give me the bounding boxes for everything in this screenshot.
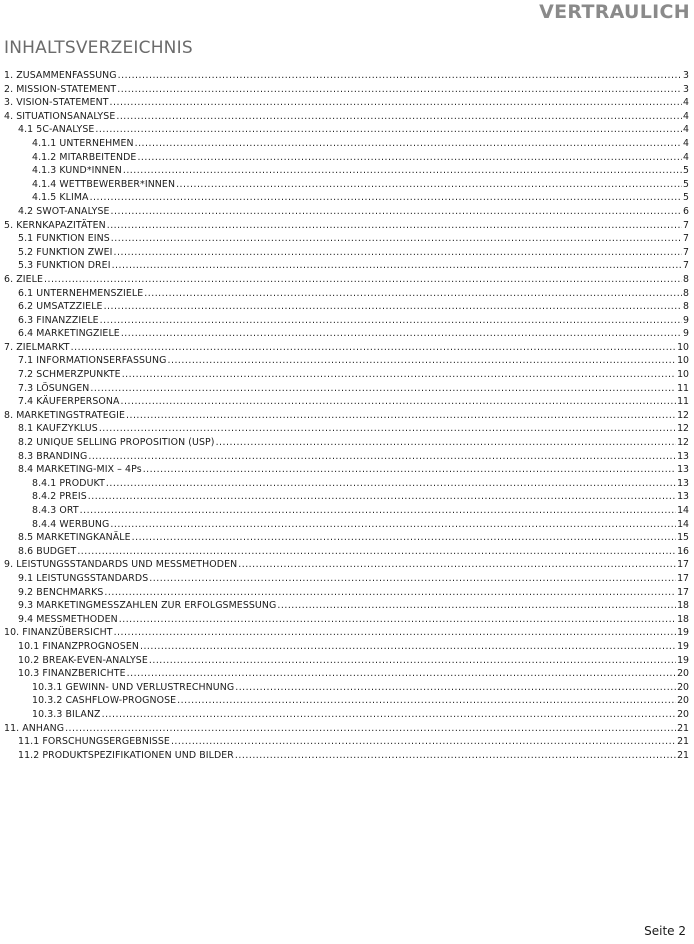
toc-entry-page: 11 <box>677 382 689 394</box>
toc-entry[interactable] <box>4 246 689 260</box>
toc-entry-label: 10.1 FINANZPROGNOSEN <box>18 640 139 652</box>
toc-entry[interactable] <box>4 137 689 151</box>
toc-dot-leader <box>110 518 676 532</box>
toc-entry-page: 7 <box>683 219 689 231</box>
toc-entry[interactable] <box>4 640 689 654</box>
toc-dot-leader <box>140 640 676 654</box>
toc-dot-leader <box>121 327 682 341</box>
table-of-contents <box>4 69 689 762</box>
toc-entry-page: 4 <box>683 97 689 109</box>
toc-entry-label: 8. MARKETINGSTRATEGIE <box>4 409 125 421</box>
toc-entry-label: 4.1.3 KUND*INNEN <box>32 165 122 177</box>
toc-dot-leader <box>126 409 676 423</box>
toc-dot-leader <box>123 164 682 178</box>
toc-entry-label: 8.4.1 PRODUKT <box>32 477 105 489</box>
toc-entry-page: 6 <box>683 205 689 217</box>
toc-entry-label: 10.3.1 GEWINN- UND VERLUSTRECHNUNG <box>32 681 235 693</box>
toc-entry-page: 4 <box>683 110 689 122</box>
toc-dot-leader <box>111 232 682 246</box>
toc-entry[interactable] <box>4 450 689 464</box>
toc-entry-label: 4.1 5C-ANALYSE <box>18 124 95 136</box>
toc-entry-page: 12 <box>677 437 689 449</box>
toc-entry-label: 8.4.2 PREIS <box>32 491 87 503</box>
toc-entry-page: 3 <box>683 83 689 95</box>
toc-dot-leader <box>122 368 676 382</box>
toc-entry-page: 17 <box>677 572 689 584</box>
toc-dot-leader <box>110 96 683 110</box>
toc-dot-leader <box>135 137 682 151</box>
toc-entry[interactable] <box>4 110 689 124</box>
toc-entry-page: 9 <box>683 328 689 340</box>
toc-entry-page: 19 <box>677 627 689 639</box>
toc-entry-page: 4 <box>683 124 689 136</box>
toc-entry[interactable] <box>4 354 689 368</box>
toc-entry-label: 2. MISSION-STATEMENT <box>4 83 117 95</box>
toc-entry[interactable] <box>4 558 689 572</box>
toc-dot-leader <box>167 354 676 368</box>
toc-entry-label: 7.1 INFORMATIONSERFASSUNG <box>18 355 167 367</box>
toc-entry[interactable] <box>4 545 689 559</box>
toc-dot-leader <box>132 531 676 545</box>
toc-entry-page: 5 <box>683 178 689 190</box>
toc-entry-page: 7 <box>683 233 689 245</box>
toc-entry[interactable] <box>4 314 689 328</box>
toc-dot-leader <box>90 382 676 396</box>
toc-entry-label: 9. LEISTUNGSSTANDARDS UND MESSMETHODEN <box>4 559 238 571</box>
toc-dot-leader <box>65 722 676 736</box>
toc-entry-page: 20 <box>677 668 689 680</box>
toc-entry[interactable] <box>4 69 689 83</box>
toc-entry[interactable] <box>4 368 689 382</box>
toc-entry-label: 9.2 BENCHMARKS <box>18 586 104 598</box>
toc-dot-leader <box>137 151 682 165</box>
toc-entry[interactable] <box>4 409 689 423</box>
toc-entry-page: 12 <box>677 409 689 421</box>
toc-entry[interactable] <box>4 219 689 233</box>
toc-entry[interactable] <box>4 382 689 396</box>
toc-entry[interactable] <box>4 667 689 681</box>
toc-entry[interactable] <box>4 749 689 763</box>
toc-entry-label: 8.4.4 WERBUNG <box>32 518 110 530</box>
toc-entry-page: 20 <box>677 681 689 693</box>
toc-entry[interactable] <box>4 232 689 246</box>
toc-entry-label: 5. KERNKAPAZITÄTEN <box>4 219 106 231</box>
toc-entry-page: 7 <box>683 260 689 272</box>
toc-entry-page: 17 <box>677 559 689 571</box>
toc-entry[interactable] <box>4 151 689 165</box>
toc-dot-leader <box>107 219 682 233</box>
toc-entry-label: 9.4 MESSMETHODEN <box>18 613 118 625</box>
toc-dot-leader <box>143 463 676 477</box>
toc-entry-page: 4 <box>683 137 689 149</box>
toc-dot-leader <box>116 110 682 124</box>
confidential-label: VERTRAULICH <box>539 1 690 23</box>
toc-entry-label: 4.1.2 MITARBEITENDE <box>32 151 137 163</box>
toc-entry-page: 13 <box>677 477 689 489</box>
toc-dot-leader <box>111 205 682 219</box>
toc-dot-leader <box>104 300 682 314</box>
toc-dot-leader <box>171 735 676 749</box>
toc-entry-page: 16 <box>677 545 689 557</box>
toc-entry-page: 8 <box>683 301 689 313</box>
toc-entry-label: 11.2 PRODUKTSPEZIFIKATIONEN UND BILDER <box>18 749 234 761</box>
toc-entry[interactable] <box>4 531 689 545</box>
toc-dot-leader <box>44 273 682 287</box>
toc-entry-label: 5.3 FUNKTION DREI <box>18 260 111 272</box>
toc-entry[interactable] <box>4 477 689 491</box>
toc-entry-page: 4 <box>683 151 689 163</box>
toc-entry[interactable] <box>4 287 689 301</box>
toc-entry-label: 4.1.4 WETTBEWERBER*INNEN <box>32 178 176 190</box>
page-number: Seite 2 <box>644 924 686 938</box>
toc-entry-label: 4.2 SWOT-ANALYSE <box>18 205 110 217</box>
toc-entry-page: 3 <box>683 70 689 81</box>
toc-dot-leader <box>235 749 676 763</box>
toc-entry-label: 10.2 BREAK-EVEN-ANALYSE <box>18 654 148 666</box>
toc-entry[interactable] <box>4 572 689 586</box>
toc-entry[interactable] <box>4 463 689 477</box>
toc-entry-page: 12 <box>677 423 689 435</box>
toc-dot-leader <box>127 667 676 681</box>
toc-entry[interactable] <box>4 586 689 600</box>
toc-entry[interactable] <box>4 654 689 668</box>
toc-dot-leader <box>102 708 676 722</box>
toc-dot-leader <box>119 613 676 627</box>
toc-entry[interactable] <box>4 436 689 450</box>
toc-entry-page: 11 <box>677 396 689 408</box>
toc-entry[interactable] <box>4 708 689 722</box>
toc-entry[interactable] <box>4 395 689 409</box>
toc-entry[interactable] <box>4 681 689 695</box>
toc-entry-page: 10 <box>677 355 689 367</box>
toc-entry-label: 6.4 MARKETINGZIELE <box>18 328 120 340</box>
toc-dot-leader <box>104 586 676 600</box>
toc-entry[interactable] <box>4 178 689 192</box>
toc-entry-label: 10. FINANZÜBERSICHT <box>4 627 113 639</box>
toc-dot-leader <box>77 545 676 559</box>
toc-dot-leader <box>117 83 682 97</box>
toc-dot-leader <box>106 477 676 491</box>
toc-entry[interactable] <box>4 327 689 341</box>
toc-dot-leader <box>144 287 682 301</box>
toc-entry-label: 10.3 FINANZBERICHTE <box>18 668 126 680</box>
toc-entry-label: 8.2 UNIQUE SELLING PROPOSITION (USP) <box>18 437 215 449</box>
toc-entry-page: 21 <box>677 722 689 734</box>
toc-entry-page: 13 <box>677 491 689 503</box>
toc-entry[interactable] <box>4 626 689 640</box>
toc-entry[interactable] <box>4 96 689 110</box>
toc-entry-label: 11.1 FORSCHUNGSERGEBNISSE <box>18 736 170 748</box>
toc-title: INHALTSVERZEICHNIS <box>4 38 193 58</box>
toc-entry-page: 13 <box>677 464 689 476</box>
toc-dot-leader <box>112 259 682 273</box>
toc-dot-leader <box>235 681 676 695</box>
toc-entry[interactable] <box>4 490 689 504</box>
toc-entry-label: 9.1 LEISTUNGSSTANDARDS <box>18 572 149 584</box>
toc-entry-page: 21 <box>677 736 689 748</box>
toc-dot-leader <box>71 341 676 355</box>
toc-entry-label: 9.3 MARKETINGMESSZAHLEN ZUR ERFOLGSMESSUNG <box>18 600 277 612</box>
toc-entry[interactable] <box>4 722 689 736</box>
toc-entry-label: 7.3 LÖSUNGEN <box>18 382 90 394</box>
toc-dot-leader <box>88 490 676 504</box>
toc-entry-label: 8.5 MARKETINGKANÄLE <box>18 532 131 544</box>
toc-entry[interactable] <box>4 504 689 518</box>
toc-entry-page: 15 <box>677 532 689 544</box>
toc-entry-page: 9 <box>683 314 689 326</box>
toc-entry-page: 14 <box>677 505 689 516</box>
toc-entry-page: 19 <box>677 654 689 666</box>
toc-entry-label: 1. ZUSAMMENFASSUNG <box>4 70 117 81</box>
toc-dot-leader <box>277 599 676 613</box>
toc-entry-page: 20 <box>677 708 689 720</box>
toc-entry-label: 10.3.3 BILANZ <box>32 708 101 720</box>
toc-entry-page: 17 <box>677 586 689 598</box>
toc-entry-page: 8 <box>683 287 689 299</box>
toc-entry[interactable] <box>4 205 689 219</box>
toc-entry-page: 10 <box>677 341 689 353</box>
toc-dot-leader <box>118 69 682 83</box>
toc-entry[interactable] <box>4 164 689 178</box>
toc-entry[interactable] <box>4 613 689 627</box>
toc-entry-label: 7.2 SCHMERZPUNKTE <box>18 369 121 381</box>
toc-entry-label: 5.1 FUNKTION EINS <box>18 233 110 245</box>
toc-entry-label: 7. ZIELMARKT <box>4 341 70 353</box>
toc-entry-label: 8.6 BUDGET <box>18 545 77 557</box>
toc-entry-label: 8.4 MARKETING-MIX – 4Ps <box>18 464 142 476</box>
toc-entry-label: 6.2 UMSATZZIELE <box>18 301 103 313</box>
toc-entry-label: 4.1.1 UNTERNEHMEN <box>32 137 134 149</box>
toc-entry-page: 13 <box>677 450 689 462</box>
toc-dot-leader <box>99 422 676 436</box>
toc-entry-label: 10.3.2 CASHFLOW-PROGNOSE <box>32 695 177 707</box>
toc-entry[interactable] <box>4 341 689 355</box>
toc-entry-page: 10 <box>677 369 689 381</box>
toc-entry[interactable] <box>4 694 689 708</box>
toc-dot-leader <box>216 436 677 450</box>
toc-entry-label: 7.4 KÄUFERPERSONA <box>18 396 120 408</box>
toc-dot-leader <box>80 504 676 518</box>
toc-entry[interactable] <box>4 518 689 532</box>
toc-dot-leader <box>100 314 682 328</box>
toc-entry-label: 8.1 KAUFZYKLUS <box>18 423 98 435</box>
toc-entry-label: 4. SITUATIONSANALYSE <box>4 110 116 122</box>
toc-entry-page: 7 <box>683 246 689 258</box>
toc-entry[interactable] <box>4 83 689 97</box>
toc-entry[interactable] <box>4 300 689 314</box>
toc-dot-leader <box>95 123 682 137</box>
toc-entry-page: 18 <box>677 613 689 625</box>
toc-dot-leader <box>88 450 676 464</box>
toc-dot-leader <box>238 558 676 572</box>
toc-entry-label: 6.1 UNTERNEHMENSZIELE <box>18 287 144 299</box>
toc-entry-page: 5 <box>683 192 689 204</box>
toc-entry[interactable] <box>4 599 689 613</box>
toc-entry-page: 19 <box>677 640 689 652</box>
toc-entry-page: 21 <box>677 749 689 761</box>
toc-entry-page: 14 <box>677 518 689 530</box>
toc-entry-page: 5 <box>683 165 689 177</box>
toc-entry[interactable] <box>4 735 689 749</box>
toc-entry-page: 8 <box>683 273 689 285</box>
toc-entry-label: 6.3 FINANZZIELE <box>18 314 99 326</box>
toc-dot-leader <box>149 654 676 668</box>
toc-entry[interactable] <box>4 191 689 205</box>
toc-entry-label: 11. ANHANG <box>4 722 65 734</box>
toc-entry-page: 18 <box>677 600 689 612</box>
toc-dot-leader <box>114 246 683 260</box>
toc-entry-label: 6. ZIELE <box>4 273 43 285</box>
toc-dot-leader <box>121 395 677 409</box>
toc-entry-label: 8.3 BRANDING <box>18 450 88 462</box>
toc-entry[interactable] <box>4 123 689 137</box>
toc-entry[interactable] <box>4 273 689 287</box>
toc-dot-leader <box>177 694 676 708</box>
toc-dot-leader <box>149 572 676 586</box>
toc-dot-leader <box>90 191 682 205</box>
toc-dot-leader <box>114 626 676 640</box>
toc-entry-label: 4.1.5 KLIMA <box>32 192 89 204</box>
toc-entry[interactable] <box>4 259 689 273</box>
toc-entry[interactable] <box>4 422 689 436</box>
toc-entry-page: 20 <box>677 695 689 707</box>
toc-entry-label: 8.4.3 ORT <box>32 505 79 516</box>
toc-entry-label: 5.2 FUNKTION ZWEI <box>18 246 113 258</box>
toc-dot-leader <box>176 178 682 192</box>
toc-entry-label: 3. VISION-STATEMENT <box>4 97 109 109</box>
